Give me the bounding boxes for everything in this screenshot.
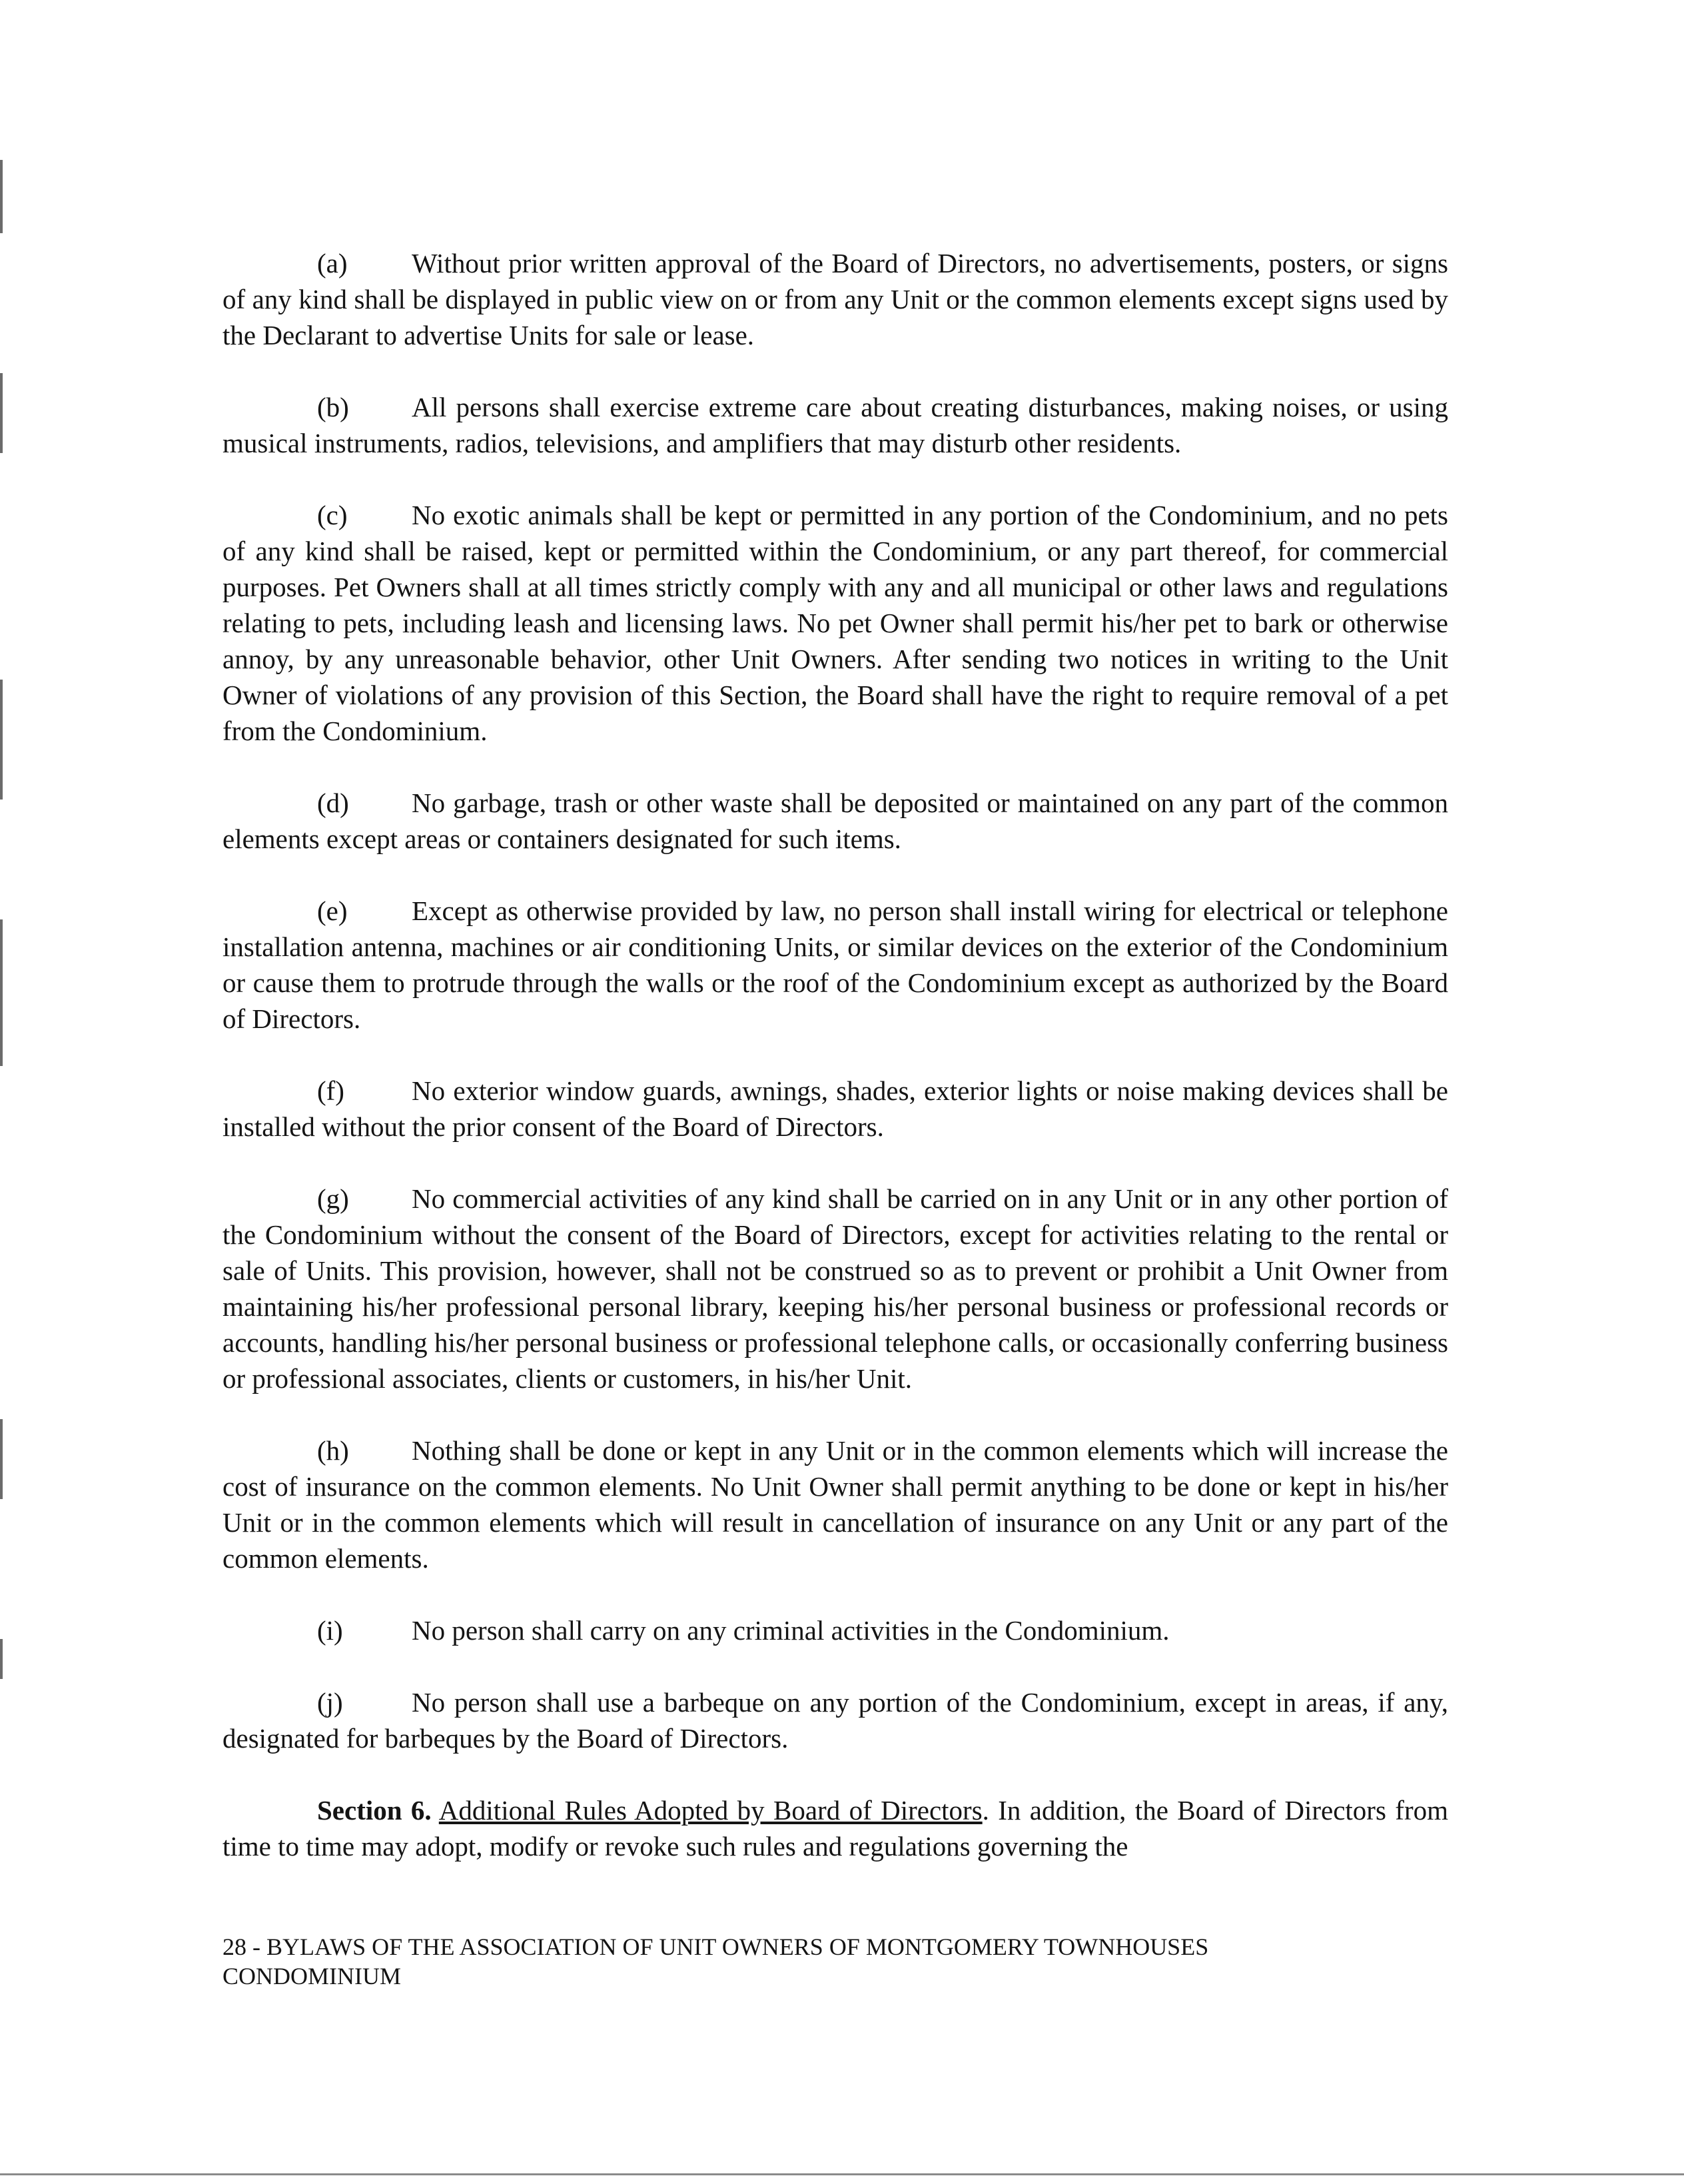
item-label: (d) [317, 788, 349, 818]
item-text: No exotic animals shall be kept or permitted in any portion of the Condominium, and no pets of any kind shall be raised, kept or permitted within the Condominium, or any part thereof, for commercial purposes. Pet Owners shall at all times strictly comply with any and all municipal or other laws and regulations relating to pets, including leash and licensing laws. No pet Owner shall permit his/her pet to bark or otherwise annoy, by any unreasonable behavior, other Unit Owners. After sending two notices in writing to the Unit Owner of violations of any provision of this Section, the Board shall have the right to require removal of a pet from the Condominium. [222, 500, 1448, 746]
item-text: No commercial activities of any kind shall be carried on in any Unit or in any other portion of the Condominium without the consent of the Board of Directors, except for activities relating to the rental or sale of Units. This provision, however, shall not be construed so as to prevent or prohibit a Unit Owner from maintaining his/her professional personal library, keeping his/her personal business or professional records or accounts, handling his/her personal business or professional telephone calls, or occasionally conferring business or professional associates, clients or customers, in his/her Unit. [222, 1183, 1448, 1394]
scan-edge-mark [0, 680, 3, 800]
item-text: Nothing shall be done or kept in any Unit or in the common elements which will increase the cost of insurance on the common elements. No Unit Owner shall permit anything to be done or kept in his/her Unit or in the common elements which will result in cancellation of insurance on any Unit or any part of the common elements. [222, 1435, 1448, 1574]
item-text: Except as otherwise provided by law, no person shall install wiring for electrical or telephone installation antenna, machines or air conditioning Units, or similar devices on the exterior of the Condominium or cause them to protrude through the walls or the roof of the Condominium except as authorized by the Board of Directors. [222, 895, 1448, 1034]
item-label: (e) [317, 895, 348, 926]
scan-edge-mark [0, 1639, 3, 1679]
item-text: All persons shall exercise extreme care about creating disturbances, making noises, or using musical instruments, radios, televisions, and amplifiers that may disturb other residents. [222, 392, 1448, 458]
page-footer [222, 1932, 1355, 1991]
paragraph-c [222, 497, 1448, 749]
scan-edge-mark [0, 373, 3, 453]
paragraph-g [222, 1181, 1448, 1396]
item-label: (f) [317, 1075, 344, 1106]
paragraph-d [222, 785, 1448, 857]
paragraph-f [222, 1073, 1448, 1145]
section-text: . In addition, the Board of Directors from time to time may adopt, modify or revoke such rules and regulations governing the [222, 1795, 1448, 1862]
item-text: No person shall use a barbeque on any portion of the Condominium, except in areas, if any, designated for barbeques by the Board of Directors. [222, 1687, 1448, 1754]
item-label: (b) [317, 392, 349, 422]
paragraph-a [222, 245, 1448, 353]
item-label: (a) [317, 248, 348, 278]
paragraph-h [222, 1432, 1448, 1576]
item-label: (c) [317, 500, 348, 530]
item-label: (h) [317, 1435, 349, 1466]
scan-edge-mark [0, 1419, 3, 1499]
item-label: (i) [317, 1615, 343, 1646]
scan-bottom-border [0, 2173, 1684, 2175]
section-title: Additional Rules Adopted by Board of Directors [438, 1795, 983, 1826]
paragraph-b [222, 389, 1448, 461]
scan-edge-mark [0, 919, 3, 1066]
item-label: (g) [317, 1183, 349, 1214]
paragraph-j [222, 1684, 1448, 1756]
document-body [222, 245, 1448, 1900]
paragraph-e [222, 893, 1448, 1037]
item-text: No person shall carry on any criminal activities in the Condominium. [412, 1615, 1170, 1646]
paragraph-i [222, 1612, 1448, 1648]
item-text: No exterior window guards, awnings, shades, exterior lights or noise making devices shall be installed without the prior consent of the Board of Directors. [222, 1075, 1448, 1142]
item-text: Without prior written approval of the Board of Directors, no advertisements, posters, or signs of any kind shall be displayed in public view on or from any Unit or the common elements except signs used by the Declarant to advertise Units for sale or lease. [222, 248, 1448, 350]
footer-line-1: 28 - BYLAWS OF THE ASSOCIATION OF UNIT OWNERS OF MONTGOMERY TOWNHOUSES [222, 1933, 1209, 1960]
section-6-paragraph [222, 1792, 1448, 1864]
scan-edge-mark [0, 160, 3, 233]
item-text: No garbage, trash or other waste shall be deposited or maintained on any part of the common elements except areas or containers designated for such items. [222, 788, 1448, 854]
section-number: Section 6. [317, 1795, 432, 1826]
item-label: (j) [317, 1687, 343, 1718]
footer-line-2: CONDOMINIUM [222, 1963, 401, 1989]
